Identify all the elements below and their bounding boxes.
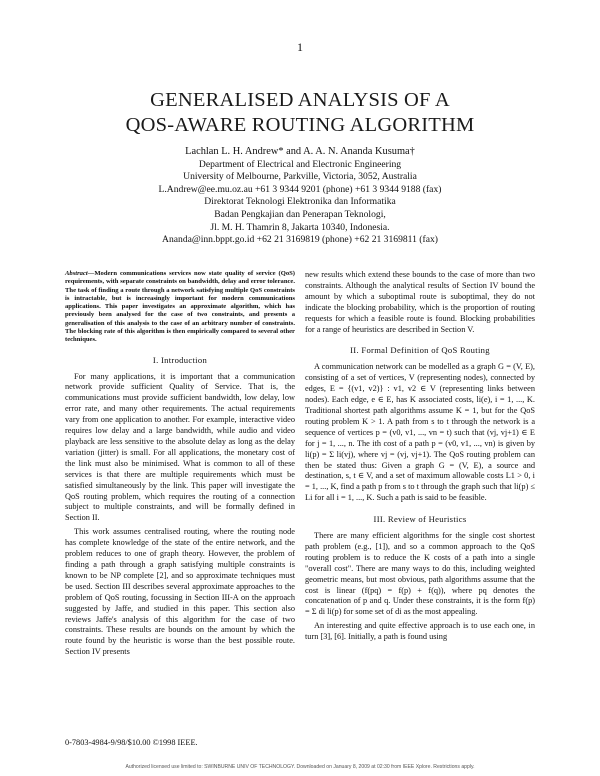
- author-block: [40, 146, 560, 247]
- right-column: [305, 270, 535, 646]
- section-title-review: III. Review of Heuristics: [373, 514, 467, 525]
- affiliation-2-address: Jl. M. H. Thamrin 8, Jakarta 10340, Indonesia.: [210, 221, 390, 233]
- author-names: Lachlan L. H. Andrew* and A. A. N. Ananda Kusuma†: [185, 146, 415, 157]
- review-paragraph-1: There are many efficient algorithms for the single cost shortest path problem (e.g., [1]), and so a common approach to the QoS routing problem is to reduce the K costs of a path into a single "overall cost". There are many ways to do this, including weighted geometric means, but most obvious, path algorithms assume that the cost is linear (f(pq) = f(p) + f(q)), where pq denotes the concatenation of p and q. Under these constraints, it is the form f(p) = Σ di li(p) for some set of di as the most appealing.: [305, 531, 535, 617]
- affiliation-2-agency: Badan Pengkajian dan Penerapan Teknologi,: [214, 208, 386, 220]
- affiliation-2-dept: Direktorat Teknologi Elektronika dan Informatika: [204, 196, 396, 208]
- paper-title: [40, 88, 560, 138]
- affiliation-1-contact: L.Andrew@ee.mu.oz.au +61 3 9344 9201 (phone) +61 3 9344 9188 (fax): [158, 183, 442, 195]
- page-number: 1: [297, 40, 303, 54]
- intro-paragraph-2: This work assumes centralised routing, where the routing node has complete knowledge of the state of the entire network, and the problem reduces to one of graph theory. However, the problem of finding a path through a graph satisfying multiple constraints is known to be NP complete [2], and so approximate techniques must be used. Section III describes several approximate approaches to the problem of QoS routing, focussing in Section III-A on the approach suggested by Jaffe, and studied in this paper. This section also reviews Jaffe's analysis of this algorithm for the case of two constraints. These results are bounds on the amount by which the route found by the heuristic is worse than the best possible route. Section IV presents: [65, 527, 295, 657]
- affiliation-1-dept: Department of Electrical and Electronic Engineering: [198, 158, 402, 170]
- intro-paragraph-1: For many applications, it is important that a communication network provide sufficient Quality of Service. That is, the communications must provide sufficient bandwidth, low delay, low error rate, and many other requirements. The actual requirements vary from one application to another. For example, interactive video requires low delay and a large bandwidth, while audio and video playback are less sensitive to the absolute delay as long as the delay variation (jitter) is small. For all applications, the monetary cost of the link must also be minimised. What is common to all of these services is that there are multiple requirements which must be satisfied simultaneously by the link. This paper will investigate the QoS routing problem, which requires the routing of a connection subject to multiple constraints, and will be formally defined in Section II.: [65, 371, 295, 523]
- left-column: [65, 270, 295, 661]
- abstract-text: Modern communications services now state quality of service (QoS) requirements, with separate constraints on bandwidth, delay and error tolerance. The task of finding a route through a network satisfying multiple QoS constraints is intractable, but is increasingly important for modern communications applications. This paper investigates an approximate algorithm, which has previously been analysed for the case of two constraints, and presents a generalisation of this analysis to the case of an arbitrary number of constraints. The blocking rate of this algorithm is then empirically compared to several other techniques.: [65, 270, 295, 344]
- title-line-1: GENERALISED ANALYSIS OF A: [150, 89, 450, 111]
- affiliation-1-university: University of Melbourne, Parkville, Victoria, 3052, Australia: [183, 171, 417, 183]
- license-notice: Authorized licensed use limited to: SWINBURNE UNIV OF TECHNOLOGY. Downloaded on January 8, 2009 at 02:30 from IEEE Xplore. Restrictions apply.: [125, 764, 475, 770]
- abstract-label: Abstract—: [65, 270, 95, 277]
- intro-continuation: new results which extend these bounds to the case of more than two constraints. Although the analytical results of Section IV bound the amount by which a suboptimal route is suboptimal, they do not indicate the blocking probability, which is the proportion of routing requests for which a feasible route is found. Blocking probabilities for a range of heuristics are described in Section V.: [305, 270, 535, 334]
- title-line-2: QOS-AWARE ROUTING ALGORITHM: [125, 114, 475, 136]
- copyright-notice: 0-7803-4984-9/98/$10.00 ©1998 IEEE.: [65, 738, 198, 747]
- abstract: [65, 270, 295, 345]
- affiliation-2-contact: Ananda@inn.bppt.go.id +62 21 3169819 (phone) +62 21 3169811 (fax): [162, 234, 438, 246]
- review-paragraph-2: An interesting and quite effective approach is to use each one, in turn [3], [6]. Initially, a path is found using: [305, 621, 535, 642]
- section-title-introduction: I. Introduction: [152, 354, 208, 365]
- formal-paragraph-1: A communication network can be modelled as a graph G = (V, E), consisting of a set of vertices, V (representing nodes), connected by edges, E = {(v1, v2)} : v1, v2 ∈ V (representing links between nodes). Each edge, e ∈ E, has K associated costs, li(e), i = 1, ..., K. Traditional shortest path algorithms assume K = 1, but for the QoS routing problem K > 1. A path from s to t through the network is a sequence of vertices p = (v0, v1, ..., vn = t) such that (vj, vj+1) ∈ E for j = 1, ..., n. The ith cost of a path p = (v0, v1, ..., vn) is given by li(p) = Σ li(vj), where vj = (vj, vj+1). The QoS routing problem can then be stated thus: Given a graph G = (V, E), a source and destination, s, t ∈ V, and a set of maximum allowable costs L1 > 0, i = 1, ..., K, find a path p from s to t through the graph such that li(p) ≤ Li for all i = 1, ..., K. Such a path is said to be feasible.: [305, 362, 535, 503]
- section-title-formal-definition: II. Formal Definition of QoS Routing: [350, 345, 490, 356]
